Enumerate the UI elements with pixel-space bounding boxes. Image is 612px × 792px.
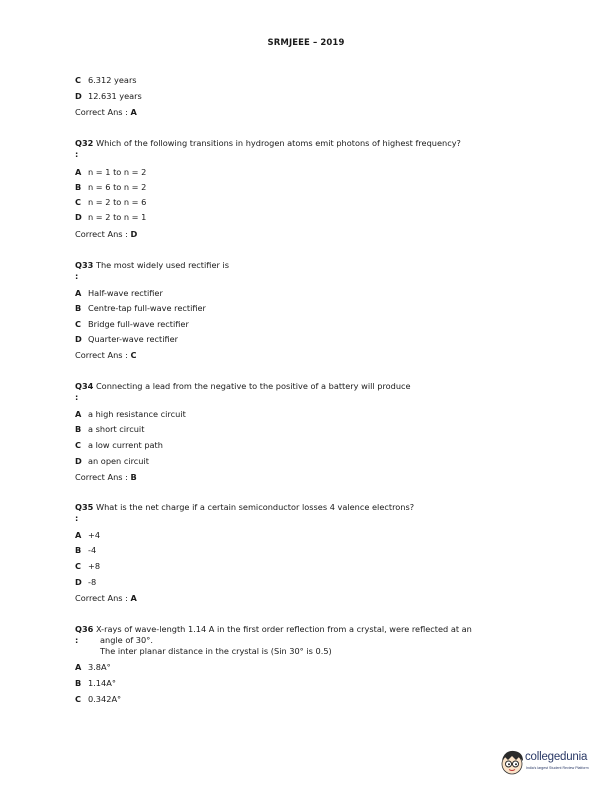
question-body: Connecting a lead from the negative to the positive of a battery will produce [95,381,411,391]
option-row [75,577,96,587]
correct-answer [75,593,137,603]
option-key: C [75,75,82,85]
option-row [75,678,116,688]
option-key: A [75,167,82,177]
option-text: +8 [88,561,101,571]
option-key: C [75,694,82,704]
question-body: Which of the following transitions in hydrogen atoms emit photons of highest frequency? [95,138,461,148]
option-key: B [75,424,82,434]
option-text: n = 6 to n = 2 [88,182,147,192]
option-text: +4 [88,530,101,540]
option-row [75,303,206,313]
correct-answer-label: Correct Ans : [75,229,128,239]
option-text: 6.312 years [88,75,137,85]
question-colon: : [75,149,79,159]
correct-answer-value: A [130,593,137,603]
question-body: X-rays of wave-length 1.14 A in the first order reflection from a crystal, were reflected at an [95,624,472,634]
option-text: a low current path [88,440,163,450]
question-body: The most widely used rectifier is [95,260,229,270]
option-row [75,334,178,344]
option-row [75,545,96,555]
page-header-title: SRMJEEE – 2019 [267,38,345,48]
question-colon: : [75,513,79,523]
option-row [75,288,163,298]
option-key: D [75,334,82,344]
correct-answer-value: D [130,229,138,239]
option-text: 1.14A° [88,678,116,688]
option-text: Quarter-wave rectifier [88,334,179,344]
question-text [75,502,525,512]
option-text: -8 [88,577,97,587]
option-row [75,91,142,101]
question-colon: : [75,635,79,645]
correct-answer-value: A [130,107,137,117]
option-text: Centre-tap full-wave rectifier [88,303,206,313]
option-text: Half-wave rectifier [88,288,163,298]
option-key: B [75,182,82,192]
question-body: What is the net charge if a certain semiconductor losses 4 valence electrons? [95,502,415,512]
option-key: A [75,530,82,540]
option-text: 3.8A° [88,662,111,672]
option-text: -4 [88,545,97,555]
question-number: Q32 [75,138,94,148]
option-key: D [75,212,82,222]
option-row [75,319,189,329]
question-number: Q35 [75,502,94,512]
option-key: A [75,409,82,419]
option-key: C [75,319,82,329]
brand-tagline: India's largest Student Review Platform [526,766,589,770]
option-text: a high resistance circuit [88,409,186,419]
collegedunia-logo[interactable] [499,748,607,778]
question-colon: : [75,392,79,402]
option-key: B [75,678,82,688]
question-text [75,624,535,634]
option-text: Bridge full-wave rectifier [88,319,189,329]
option-key: D [75,91,82,101]
correct-answer [75,229,137,239]
option-key: A [75,288,82,298]
option-text: 12.631 years [88,91,142,101]
option-row [75,561,100,571]
question-number: Q34 [75,381,94,391]
correct-answer-label: Correct Ans : [75,350,128,360]
option-row [75,197,146,207]
question-number: Q33 [75,260,94,270]
option-text: an open circuit [88,456,149,466]
option-row [75,212,146,222]
question-number: Q36 [75,624,94,634]
option-row [75,409,186,419]
correct-answer [75,350,137,360]
brand-name: collegedunia [525,751,588,763]
option-row [75,167,146,177]
option-text: n = 1 to n = 2 [88,167,147,177]
option-key: C [75,197,82,207]
correct-answer-value: C [130,350,137,360]
option-key: B [75,545,82,555]
option-row [75,75,137,85]
option-key: D [75,577,82,587]
question-continuation: The inter planar distance in the crystal is (Sin 30° is 0.5) [100,646,332,656]
option-row [75,424,144,434]
question-text [75,260,525,270]
correct-answer-label: Correct Ans : [75,593,128,603]
option-key: A [75,662,82,672]
mascot-icon [499,748,525,776]
correct-answer-label: Correct Ans : [75,107,128,117]
question-text [75,138,525,148]
correct-answer [75,107,137,117]
option-row [75,182,146,192]
correct-answer-value: B [130,472,137,482]
option-text: n = 2 to n = 6 [88,197,147,207]
correct-answer-label: Correct Ans : [75,472,128,482]
question-colon: : [75,271,79,281]
option-key: B [75,303,82,313]
option-key: C [75,440,82,450]
option-text: n = 2 to n = 1 [88,212,147,222]
question-continuation: angle of 30°. [100,635,153,645]
option-row [75,440,163,450]
option-row [75,694,121,704]
option-text: 0.342A° [88,694,122,704]
option-row [75,456,149,466]
option-key: D [75,456,82,466]
option-row [75,662,111,672]
option-row [75,530,100,540]
correct-answer [75,472,137,482]
option-text: a short circuit [88,424,145,434]
option-key: C [75,561,82,571]
question-text [75,381,525,391]
